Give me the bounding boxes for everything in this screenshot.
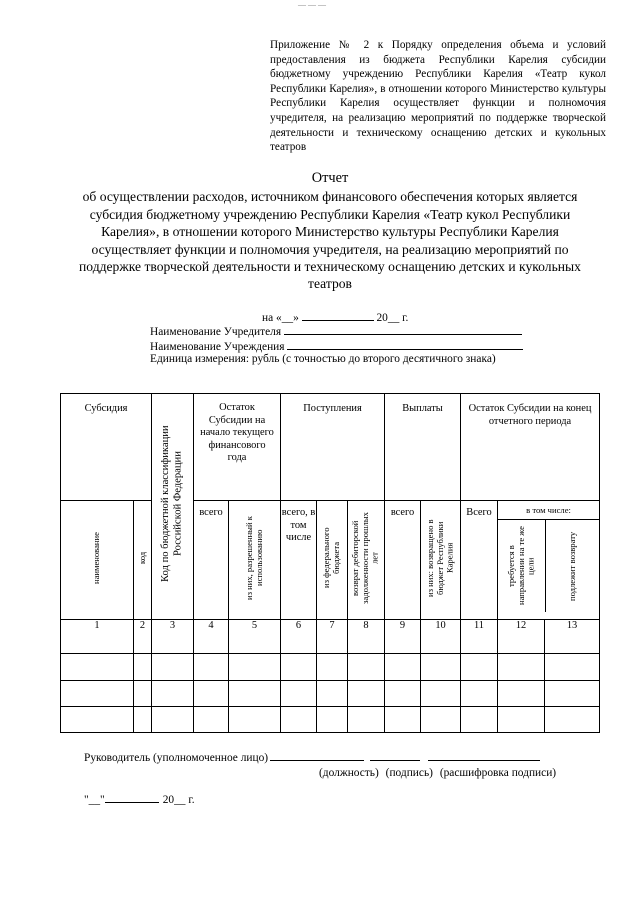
institution-label: Наименование Учреждения (150, 341, 285, 353)
table-cell[interactable] (498, 707, 545, 733)
header-opening-balance: Остаток Субсидии на начало текущего финансового года (194, 394, 281, 501)
table-cell[interactable] (461, 654, 498, 681)
table-cell[interactable] (385, 654, 421, 681)
header-to-return (546, 520, 599, 612)
report-title-head: Отчет (311, 170, 349, 186)
colnum-3: 3 (152, 620, 194, 654)
header-to-return-text: подлежит возврату (566, 531, 577, 601)
table-row (61, 707, 600, 733)
table-cell[interactable] (498, 680, 545, 707)
table-row (61, 654, 600, 681)
colnum-5: 5 (229, 620, 281, 654)
caption-decoding: (расшифровка подписи) (439, 767, 557, 779)
header-federal-text: из федерального бюджета (321, 527, 342, 589)
colnum-2: 2 (134, 620, 152, 654)
unit-label: Единица измерения: рубль (с точностью до второго десятичного знака) (150, 353, 496, 365)
table-cell[interactable] (152, 707, 194, 733)
column-numbers-row (61, 620, 600, 654)
table-cell[interactable] (385, 707, 421, 733)
table-cell[interactable] (385, 680, 421, 707)
caption-position: (должность) (319, 767, 379, 779)
table-cell[interactable] (61, 654, 134, 681)
header-code (134, 501, 152, 620)
header-receipts: Поступления (281, 394, 385, 501)
header-bk-code (152, 394, 194, 620)
table-cell[interactable] (61, 707, 134, 733)
header-total-11: Всего (461, 501, 498, 620)
header-federal (317, 501, 348, 620)
institution-blank[interactable] (287, 338, 523, 350)
colnum-11: 11 (461, 620, 498, 654)
footer-date-day: "__" (84, 794, 105, 806)
colnum-8: 8 (348, 620, 385, 654)
table-cell[interactable] (134, 680, 152, 707)
table-cell[interactable] (421, 680, 461, 707)
colnum-12: 12 (498, 620, 545, 654)
table-cell[interactable] (545, 654, 600, 681)
appendix-note: Приложение № 2 к Порядку определения объема и условий предоставления из бюджета Республики Карелия субсидии бюджетному учреждению Республики Карелия «Театр кукол Республики Карелия», в отношении которого Министерство культуры Республики Карелия осуществляет функции и полномочия учредителя, на реализацию мероприятий по поддержке творческой деятельности и техническому оснащению детских и кукольных театров (270, 39, 606, 154)
colnum-6: 6 (281, 620, 317, 654)
table-cell[interactable] (317, 707, 348, 733)
header-code-text: код (136, 552, 147, 565)
header-required-same-text: требуется в направлении на те же цели (505, 526, 536, 606)
header-total-incl: всего, в том числе (281, 501, 317, 620)
table-cell[interactable] (348, 707, 385, 733)
table-cell[interactable] (281, 654, 317, 681)
decoding-blank[interactable] (428, 749, 540, 761)
colnum-13: 13 (545, 620, 600, 654)
header-total-payments: всего (385, 501, 421, 620)
founder-label: Наименование Учредителя (150, 326, 282, 338)
date-line-prefix: на «__» (262, 312, 302, 324)
header-receivables-return-text: возврат дебиторской задолженности прошлых лет (350, 512, 380, 605)
date-month-blank[interactable] (302, 309, 374, 321)
table-cell[interactable] (194, 680, 229, 707)
header-incl-subcols (498, 520, 599, 612)
report-table (60, 393, 600, 733)
founder-blank[interactable] (284, 323, 522, 335)
table-cell[interactable] (545, 680, 600, 707)
table-cell[interactable] (421, 654, 461, 681)
table-cell[interactable] (229, 680, 281, 707)
colnum-7: 7 (317, 620, 348, 654)
colnum-9: 9 (385, 620, 421, 654)
table-cell[interactable] (348, 654, 385, 681)
footer-date-month-blank[interactable] (105, 791, 159, 803)
header-closing-balance: Остаток Субсидии на конец отчетного периода (461, 394, 600, 501)
header-name (61, 501, 134, 620)
colnum-4: 4 (194, 620, 229, 654)
header-receivables-return (348, 501, 385, 620)
table-cell[interactable] (317, 654, 348, 681)
signature-blank[interactable] (370, 749, 420, 761)
header-permitted (229, 501, 281, 620)
table-cell[interactable] (229, 707, 281, 733)
table-cell[interactable] (281, 707, 317, 733)
table-cell[interactable] (134, 707, 152, 733)
table-cell[interactable] (152, 680, 194, 707)
founder-field (150, 323, 522, 339)
colnum-1: 1 (61, 620, 134, 654)
report-title-body: об осуществлении расходов, источником финансового обеспечения которых является субсидия бюджетному учреждению Республики Карелия «Театр кукол Республики Карелия», в отношении которого Министерство культуры Республики Карелия осуществляет функции и полномочия учредителя, на реализацию мероприятий по поддержке творческой деятельности и техническому оснащению детских и кукольных театров (79, 189, 581, 292)
header-returned-rk (421, 501, 461, 620)
table-cell[interactable] (229, 654, 281, 681)
table-cell[interactable] (281, 680, 317, 707)
colnum-10: 10 (421, 620, 461, 654)
table-cell[interactable] (152, 654, 194, 681)
header-payments: Выплаты (385, 394, 461, 501)
table-cell[interactable] (194, 707, 229, 733)
header-incl-group (498, 501, 600, 620)
date-line-year: 20__ г. (373, 312, 409, 324)
header-required-same (498, 520, 546, 612)
report-title (60, 170, 600, 293)
signature-captions (319, 767, 556, 779)
table-row (61, 680, 600, 707)
header-name-text: наименование (91, 532, 102, 585)
table-cell[interactable] (498, 654, 545, 681)
header-permitted-text: из них, разрешенный к использованию (243, 516, 264, 601)
table-cell[interactable] (461, 707, 498, 733)
header-subsidy: Субсидия (61, 394, 152, 501)
manager-line (84, 749, 540, 764)
table-cell[interactable] (421, 707, 461, 733)
header-bk-code-text: Код по бюджетной классификации Российской Федерации (160, 426, 184, 583)
table-cell[interactable] (194, 654, 229, 681)
manager-label: Руководитель (уполномоченное лицо) (84, 752, 269, 764)
header-mark: — — — (298, 0, 326, 9)
table-cell[interactable] (317, 680, 348, 707)
header-incl: в том числе: (498, 501, 599, 520)
table-cell[interactable] (61, 680, 134, 707)
table-cell[interactable] (461, 680, 498, 707)
table-cell[interactable] (348, 680, 385, 707)
table-cell[interactable] (134, 654, 152, 681)
unit-field (150, 352, 496, 366)
header-total-4: всего (194, 501, 229, 620)
table-cell[interactable] (545, 707, 600, 733)
footer-date (84, 791, 195, 806)
caption-signature: (подпись) (385, 767, 433, 779)
position-blank[interactable] (270, 749, 364, 761)
footer-date-year: 20__ г. (162, 794, 195, 806)
header-returned-rk-text: из них: возвращено в бюджет Республики Карелия (424, 519, 455, 597)
